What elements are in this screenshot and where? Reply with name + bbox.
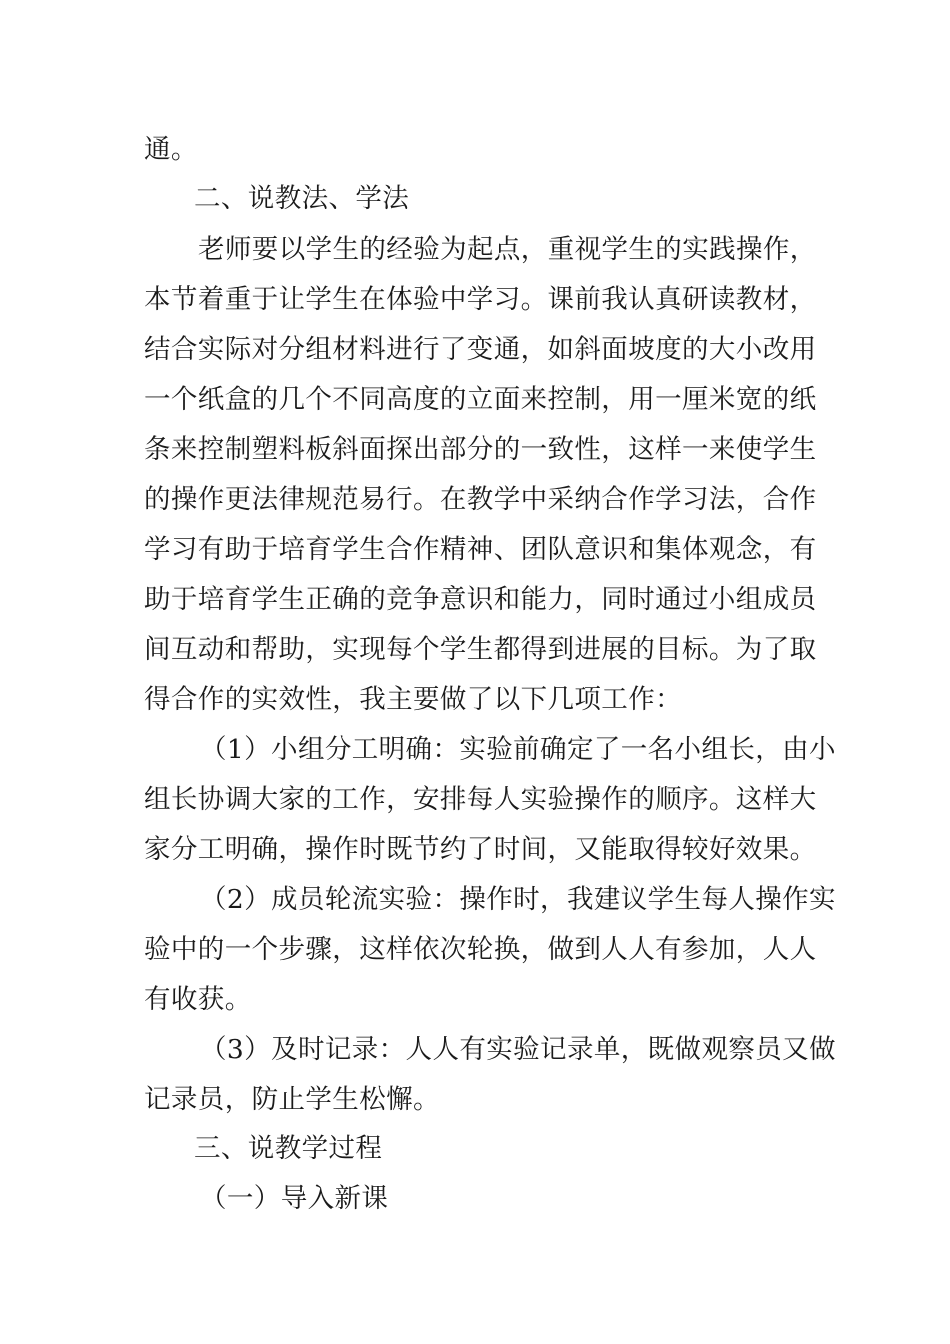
text-line-10: 助于培育学生正确的竞争意识和能力，同时通过小组成员 — [144, 584, 817, 615]
section-heading-teaching-process: 三、说教学过程 — [194, 1133, 383, 1164]
text-line-17: 验中的一个步骤，这样依次轮换，做到人人有参加，人人 — [144, 934, 817, 965]
text-line-3: 老师要以学生的经验为起点，重视学生的实践操作， — [198, 234, 817, 265]
text-line-12: 得合作的实效性，我主要做了以下几项工作： — [144, 684, 682, 715]
text-line-7: 条来控制塑料板斜面探出部分的一致性，这样一来使学生 — [144, 434, 817, 465]
text-line-1: 通。 — [144, 134, 198, 165]
list-item-1: （1）小组分工明确：实验前确定了一名小组长，由小 — [200, 734, 836, 765]
text-line-14: 组长协调大家的工作，安排每人实验操作的顺序。这样大 — [144, 784, 817, 815]
text-line-9: 学习有助于培育学生合作精神、团队意识和集体观念，有 — [144, 534, 817, 565]
text-line-6: 一个纸盒的几个不同高度的立面来控制，用一厘米宽的纸 — [144, 384, 817, 415]
text-line-8: 的操作更法律规范易行。在教学中采纳合作学习法，合作 — [144, 484, 817, 515]
text-line-11: 间互动和帮助，实现每个学生都得到进展的目标。为了取 — [144, 634, 817, 665]
text-line-20: 记录员，防止学生松懈。 — [144, 1084, 440, 1115]
text-line-18: 有收获。 — [144, 984, 252, 1015]
text-line-15: 家分工明确，操作时既节约了时间，又能取得较好效果。 — [144, 834, 817, 865]
list-item-2: （2）成员轮流实验：操作时，我建议学生每人操作实 — [200, 884, 836, 915]
section-heading-teaching-methods: 二、说教法、学法 — [194, 183, 410, 214]
subsection-heading-introduction: （一）导入新课 — [200, 1183, 389, 1214]
list-item-3: （3）及时记录：人人有实验记录单，既做观察员又做 — [200, 1034, 836, 1065]
text-line-4: 本节着重于让学生在体验中学习。课前我认真研读教材， — [144, 284, 817, 315]
text-line-5: 结合实际对分组材料进行了变通，如斜面坡度的大小改用 — [144, 334, 817, 365]
